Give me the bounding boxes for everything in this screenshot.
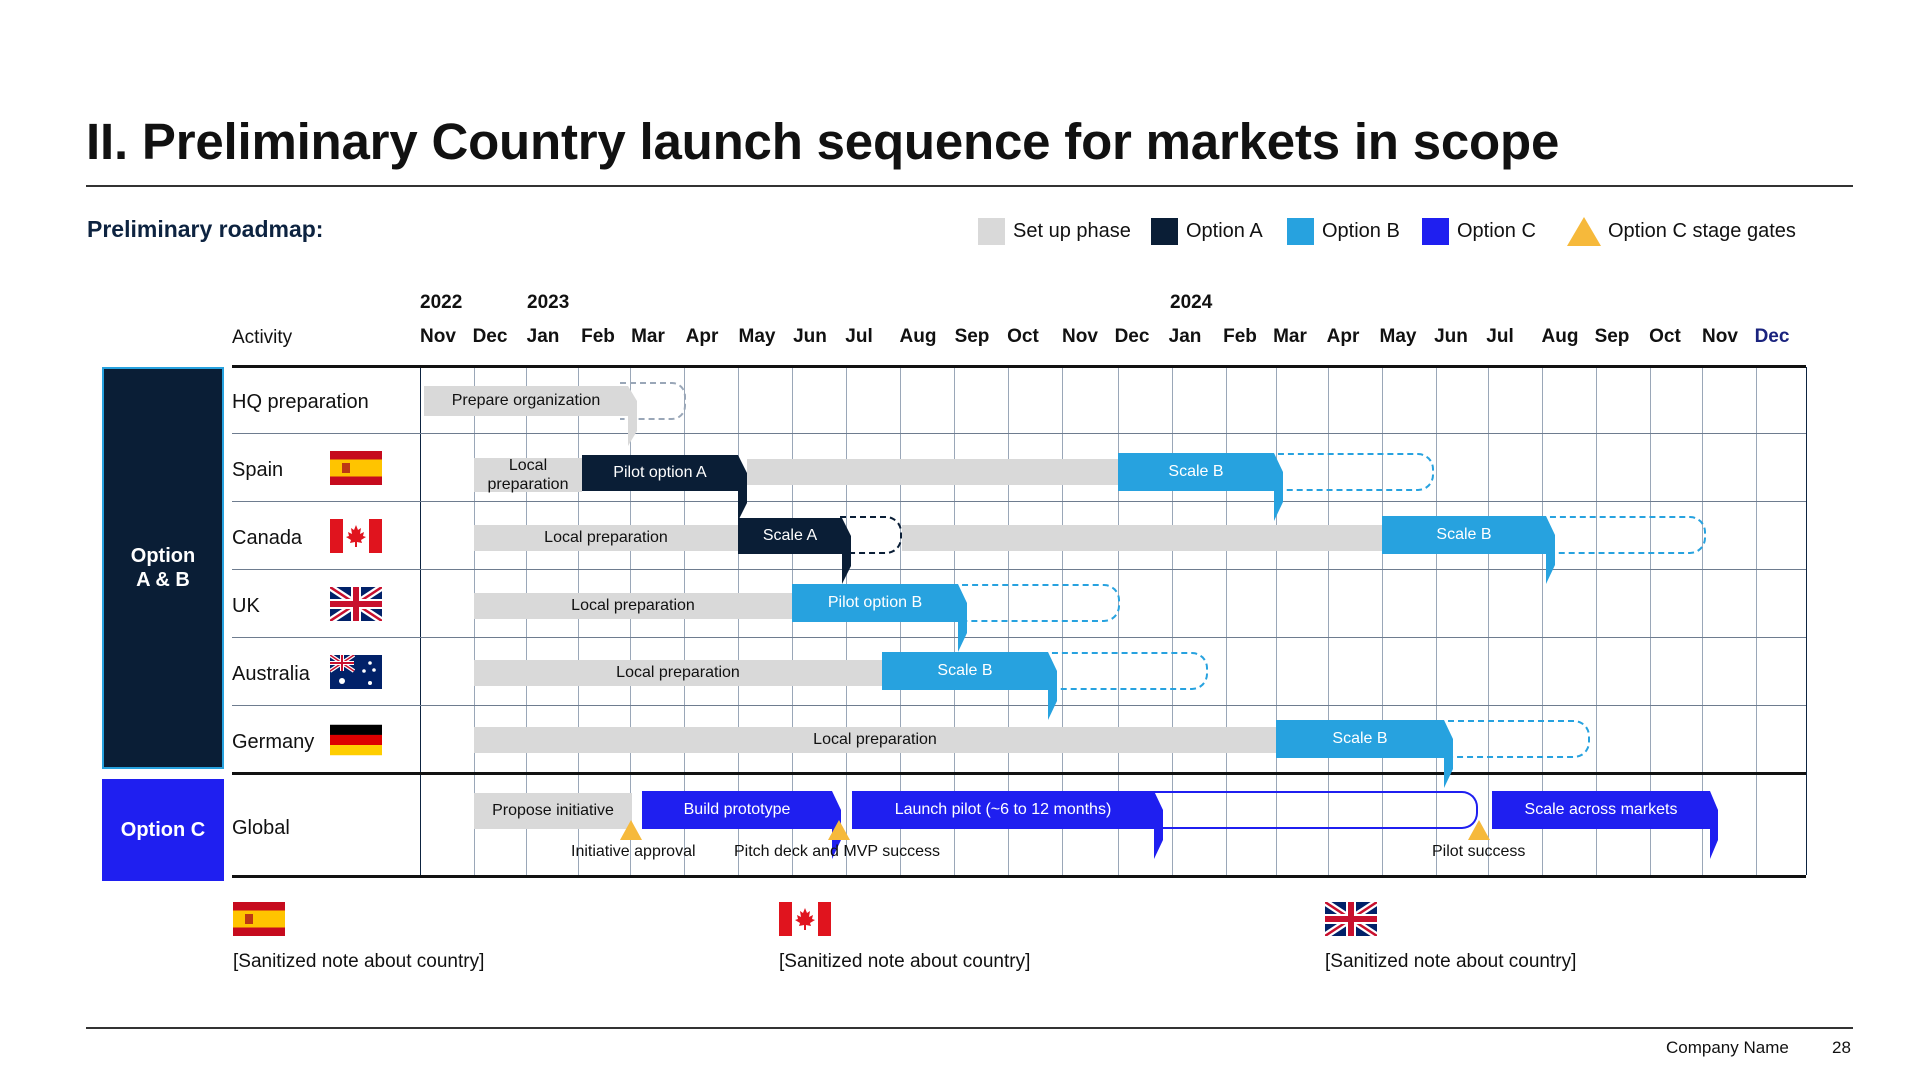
bar-label: Scale B <box>937 662 993 679</box>
grid-line <box>420 367 421 875</box>
row-label-hq: HQ preparation <box>232 391 369 413</box>
country-note: [Sanitized note about country] <box>233 951 485 972</box>
bar-australia-local-preparation <box>474 660 882 686</box>
stage-gate-triangle-icon <box>620 820 642 840</box>
month-label: Sep <box>1594 326 1630 347</box>
group-label: Option A & B <box>130 545 196 591</box>
month-label: Mar <box>1273 326 1307 347</box>
bar-arrow <box>842 518 851 584</box>
bar-label: Pilot option A <box>613 464 707 481</box>
month-label: May <box>738 326 776 347</box>
roadmap-subtitle: Preliminary roadmap: <box>87 216 324 242</box>
month-label: Apr <box>685 326 719 347</box>
legend-swatch-option-c <box>1422 218 1449 245</box>
year-label: 2022 <box>420 292 463 313</box>
legend-item-setup <box>978 216 1131 246</box>
legend-label: Option A <box>1186 219 1263 242</box>
month-label: Dec <box>1114 326 1150 347</box>
bar-label: Local preparation <box>544 529 668 546</box>
bar-canada-local-preparation <box>474 525 738 551</box>
section-rule <box>232 365 1806 368</box>
row-label-global: Global <box>232 817 290 839</box>
footer-divider <box>86 1027 1853 1029</box>
legend-label: Set up phase <box>1013 219 1131 242</box>
uk-pilot-outline <box>952 584 1120 622</box>
bar-arrow <box>1546 516 1555 584</box>
bar-label: preparation <box>487 476 569 493</box>
year-label: 2023 <box>527 292 570 313</box>
month-label: Sep <box>954 326 990 347</box>
legend-label: Option B <box>1322 219 1400 242</box>
bar-label: Local preparation <box>571 597 695 614</box>
legend-swatch-option-a <box>1151 218 1178 245</box>
month-label: Mar <box>631 326 665 347</box>
bar-arrow <box>628 386 637 446</box>
australia-flag-icon <box>330 655 382 689</box>
bar-pilot-option-a <box>582 455 738 491</box>
stage-gate-label: Pilot success <box>1432 843 1526 860</box>
spain-flag-icon <box>330 451 382 485</box>
bar-label: Scale A <box>762 527 818 544</box>
triangle-icon <box>1567 217 1601 246</box>
bar-label: Scale B <box>1332 730 1388 747</box>
uk-flag-icon <box>1325 902 1377 936</box>
month-label: Feb <box>1223 326 1257 347</box>
month-label: Jan <box>526 326 560 347</box>
legend-swatch-option-b <box>1287 218 1314 245</box>
legend-item-option-a <box>1151 216 1263 246</box>
group-option-ab <box>102 367 224 769</box>
bar-label: Launch pilot (~6 to 12 months) <box>894 801 1112 818</box>
canada-scale-b-outline <box>1540 516 1706 554</box>
legend-label: Option C stage gates <box>1608 219 1796 242</box>
legend-swatch-setup <box>978 218 1005 245</box>
year-label: 2024 <box>1170 292 1213 313</box>
month-label: Oct <box>1007 326 1039 347</box>
australia-scale-outline <box>1042 652 1208 690</box>
row-divider <box>232 501 1806 502</box>
bar-canada-setup <box>902 525 1382 551</box>
title-divider <box>86 185 1853 187</box>
bar-spain-scale-b <box>1118 453 1274 491</box>
bar-uk-local-preparation <box>474 593 792 619</box>
row-label-australia: Australia <box>232 663 310 685</box>
activity-header: Activity <box>232 327 293 348</box>
month-label: Apr <box>1326 326 1360 347</box>
bar-arrow <box>738 455 747 521</box>
germany-flag-icon <box>330 723 382 757</box>
stage-gate-label: Initiative approval <box>571 843 696 860</box>
month-label: May <box>1379 326 1417 347</box>
bar-label: Local preparation <box>616 664 740 681</box>
bar-label: Local <box>508 457 548 474</box>
uk-flag-icon <box>330 587 382 621</box>
month-label: Jun <box>793 326 827 347</box>
row-label-uk: UK <box>232 595 260 617</box>
spain-flag-icon <box>233 902 285 936</box>
row-divider <box>232 433 1806 434</box>
bar-label: Scale B <box>1168 463 1224 480</box>
group-option-c <box>102 779 224 881</box>
section-rule <box>232 875 1806 878</box>
bar-australia-scale-b <box>882 652 1048 690</box>
bar-canada-scale-b <box>1382 516 1546 554</box>
bar-pilot-option-b <box>792 584 958 622</box>
stage-gate-triangle-icon <box>1468 820 1490 840</box>
month-label: Aug <box>1541 326 1579 347</box>
month-label: Dec <box>472 326 508 347</box>
bar-label: Local preparation <box>813 731 937 748</box>
row-label-germany: Germany <box>232 731 315 753</box>
row-label-spain: Spain <box>232 459 284 481</box>
germany-scale-outline <box>1438 720 1590 758</box>
bar-canada-scale-a <box>738 518 842 554</box>
row-divider <box>232 637 1806 638</box>
country-note: [Sanitized note about country] <box>1325 951 1577 972</box>
bar-label: Propose initiative <box>492 802 614 819</box>
grid-line <box>1806 367 1807 875</box>
spain-scale-outline <box>1268 453 1434 491</box>
canada-flag-icon <box>779 902 831 936</box>
bar-label: Pilot option B <box>827 594 923 611</box>
row-divider <box>232 569 1806 570</box>
bar-prepare-organization <box>424 386 628 416</box>
bar-germany-scale-b <box>1276 720 1444 758</box>
month-label: Nov <box>420 326 456 347</box>
month-label: Dec <box>1754 326 1790 347</box>
bar-arrow <box>1444 720 1453 788</box>
bar-arrow <box>958 584 967 652</box>
month-label: Aug <box>899 326 937 347</box>
canada-flag-icon <box>330 519 382 553</box>
month-label: Nov <box>1702 326 1738 347</box>
bar-arrow <box>1710 791 1718 859</box>
month-label: Jan <box>1168 326 1202 347</box>
page-title: II. Preliminary Country launch sequence for markets in scope <box>86 113 1560 170</box>
month-label: Jun <box>1434 326 1468 347</box>
bar-label: Prepare organization <box>451 392 601 409</box>
month-label: Nov <box>1062 326 1098 347</box>
row-divider <box>232 705 1806 706</box>
bar-germany-local-preparation <box>474 727 1276 753</box>
legend-label: Option C <box>1457 219 1536 242</box>
bar-label: Scale across markets <box>1524 801 1678 818</box>
bar-spain-local-preparation <box>474 458 582 492</box>
page-number: 28 <box>1832 1038 1851 1057</box>
month-label: Oct <box>1649 326 1681 347</box>
bar-propose-initiative <box>474 793 632 829</box>
bar-launch-pilot <box>852 791 1154 829</box>
group-label: Option C <box>120 819 206 841</box>
grid-line <box>1756 367 1757 875</box>
bar-arrow <box>1048 652 1057 720</box>
bar-arrow <box>1154 791 1163 859</box>
bar-arrow <box>1274 453 1283 521</box>
section-rule <box>232 772 1806 775</box>
bar-label: Build prototype <box>683 801 791 818</box>
legend-item-stage-gates <box>1567 216 1796 246</box>
grid-line <box>1488 367 1489 875</box>
launch-pilot-outline <box>1150 791 1478 829</box>
month-label: Jul <box>845 326 873 347</box>
stage-gate-triangle-icon <box>828 820 850 840</box>
stage-gate-label: Pitch deck and MVP success <box>734 843 941 860</box>
country-note: [Sanitized note about country] <box>779 951 1031 972</box>
bar-build-prototype <box>642 791 832 829</box>
company-name: Company Name <box>1666 1038 1789 1057</box>
row-label-canada: Canada <box>232 527 303 549</box>
legend-item-option-b <box>1287 216 1400 246</box>
bar-scale-across-markets <box>1492 791 1710 829</box>
legend-item-option-c <box>1422 216 1536 246</box>
bar-label: Scale B <box>1436 526 1492 543</box>
month-label: Feb <box>581 326 615 347</box>
month-label: Jul <box>1486 326 1514 347</box>
bar-spain-setup <box>747 459 1118 485</box>
